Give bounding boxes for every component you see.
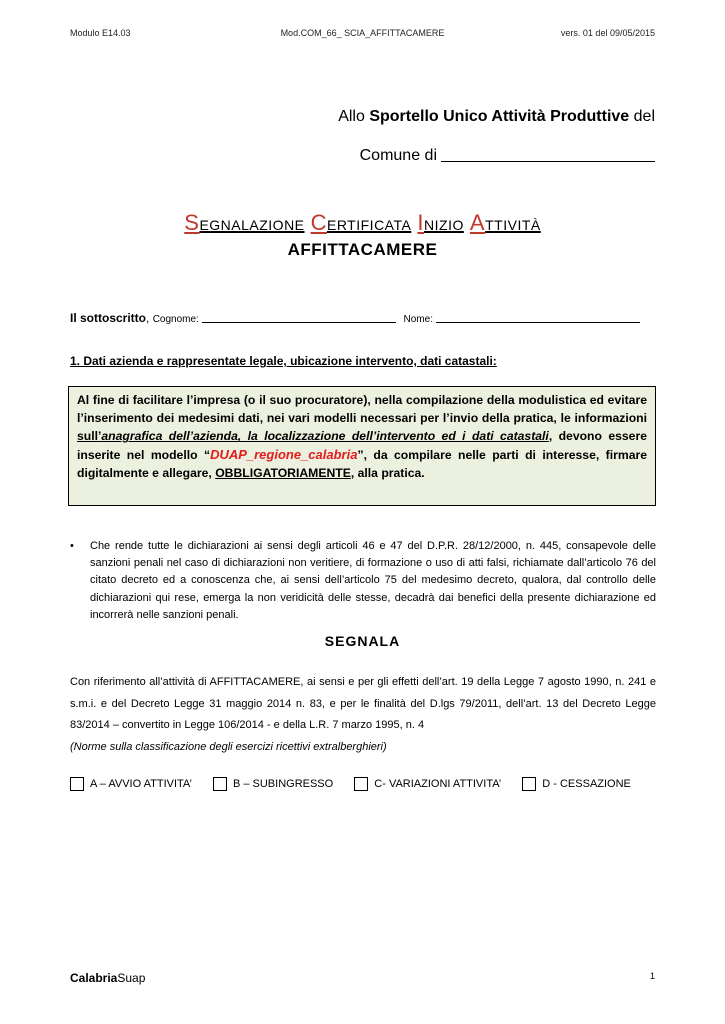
bullet-icon: • xyxy=(70,540,74,552)
section-1-heading: 1. Dati azienda e rappresentate legale, ubicazione intervento, dati catastali: xyxy=(70,354,497,368)
option-avvio[interactable]: A – AVVIO ATTIVITA’ xyxy=(70,777,192,791)
header-model-name: Mod.COM_66_ SCIA_AFFITTACAMERE xyxy=(280,28,445,38)
option-cessazione[interactable]: D - CESSAZIONE xyxy=(522,777,631,791)
sottoscritto-row: Il sottoscritto, Cognome: Nome: xyxy=(70,311,640,325)
calabria-suap-logo: CalabriaSuap xyxy=(70,971,146,985)
info-box: Al fine di facilitare l’impresa (o il suo procuratore), nella compilazione della modulistica ed evitare l’inserimento dei medesimi dati, nei vari modelli necessari per l’invio della pratica, le informazioni sull’anagrafica dell’azienda, la localizzazione dell’intervento ed i dati catastali, devono essere inserite nel modello “DUAP_regione_calabria”, da compilare nelle parti di interesse, firmare digitalmente e allegare, OBBLIGATORIAMENTE, alla pratica. xyxy=(68,386,656,506)
header-module-code: Modulo E14.03 xyxy=(70,28,131,38)
document-title: Segnalazione Certificata Inizio Attività xyxy=(184,210,541,235)
comune-field[interactable] xyxy=(441,161,655,162)
nome-field[interactable] xyxy=(436,322,640,323)
segnala-paragraph: Con riferimento all’attività di AFFITTACAMERE, ai sensi e per gli effetti dell’art. 19 della Legge 7 agosto 1990, n. 241 e s.m.i. e del Decreto Legge 31 maggio 2014 n. 83, e per le finalità del D.lgs 79/2011, dell’art. 13 del Decreto Legge 83/2014 – convertito in Legge 106/2014 - e della L.R. 7 marzo 1995, n. 4 (Norme sulla classificazione degli esercizi ricettivi extralberghieri) xyxy=(70,676,656,753)
segnala-heading: SEGNALA xyxy=(324,633,401,649)
page-number: 1 xyxy=(649,971,655,981)
declaration-bullet: • Che rende tutte le dichiarazioni ai sensi degli articoli 46 e 47 del D.P.R. 28/12/2000, n. 445, consapevole delle sanzioni penali nel caso di dichiarazioni non veritiere, di formazione o uso di atti falsi, richiamate dall’articolo 76 del citato decreto ed a conoscenza che, ai sensi dell’articolo 75 del medesimo decreto, qualora, dal controllo delle dichiarazioni qui rese, emerga la non veridicità delle stesse, decadrà dai benefici della presente dichiarazione ed incorrerà nelle sanzioni penali. xyxy=(70,540,656,621)
cognome-field[interactable] xyxy=(202,322,396,323)
checkbox-icon[interactable] xyxy=(522,777,536,791)
checkbox-icon[interactable] xyxy=(354,777,368,791)
activity-options xyxy=(70,777,649,794)
checkbox-icon[interactable] xyxy=(213,777,227,791)
option-variazioni[interactable]: C- VARIAZIONI ATTIVITA’ xyxy=(354,777,501,791)
option-subingresso[interactable]: B – SUBINGRESSO xyxy=(213,777,333,791)
checkbox-icon[interactable] xyxy=(70,777,84,791)
recipient-comune: Comune di xyxy=(360,147,655,165)
document-subtitle: AFFITTACAMERE xyxy=(287,240,438,259)
recipient-office: Allo Sportello Unico Attività Produttive del xyxy=(338,108,655,125)
header-version: vers. 01 del 09/05/2015 xyxy=(560,28,655,38)
